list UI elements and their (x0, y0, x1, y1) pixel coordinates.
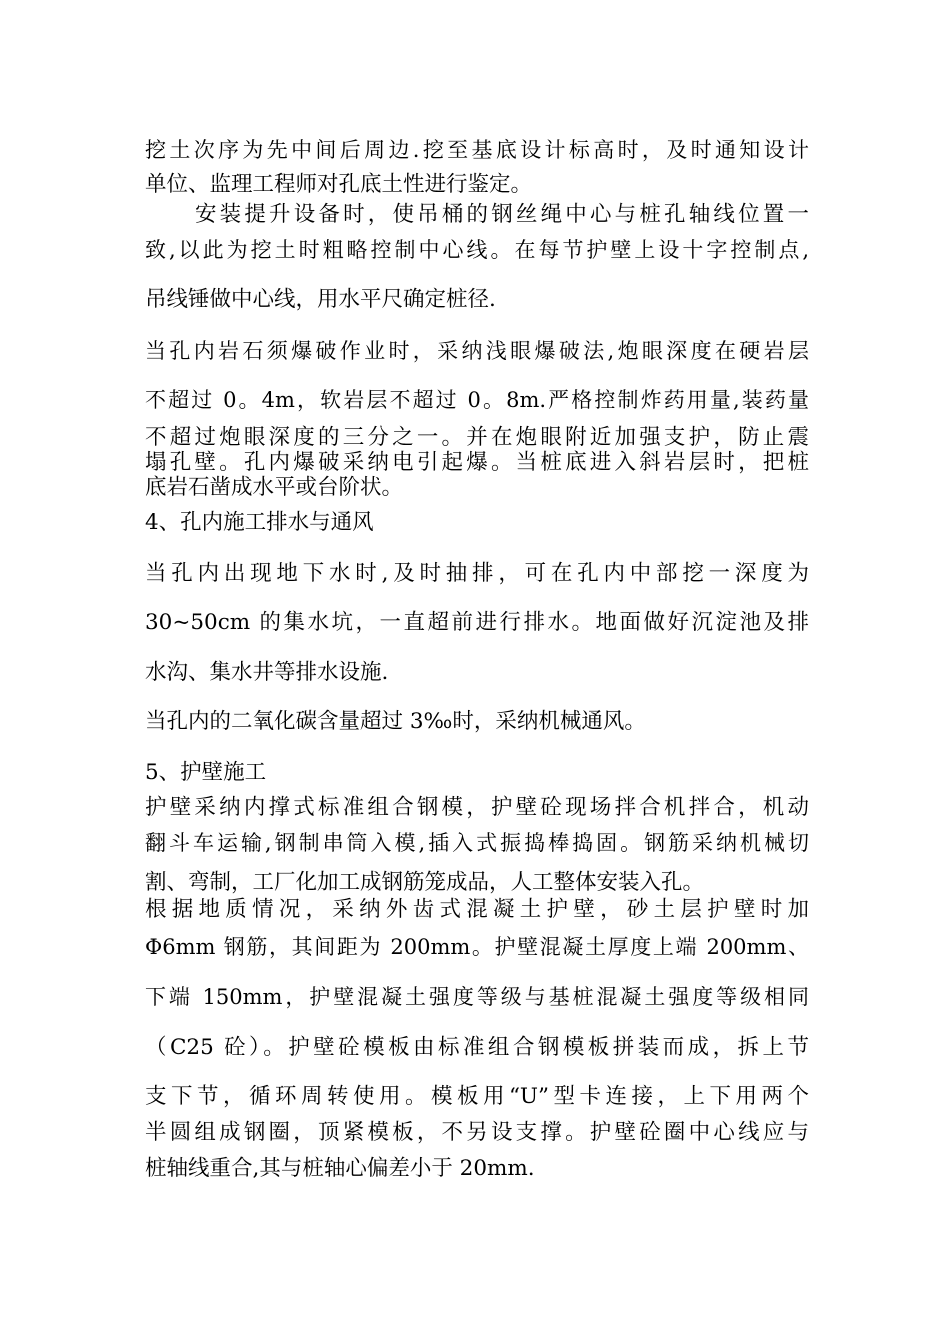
text-line: 水沟、集水井等排水设施. (145, 660, 389, 685)
text-line: 割、弯制，工厂化加工成钢筋笼成品，人工整体安装入孔。 (145, 870, 705, 895)
text-line: 当孔内岩石须爆破作业时，采纳浅眼爆破法,炮眼深度在硬岩层 (145, 339, 809, 363)
text-line: （C25 砼）。护壁砼模板由标准组合钢模板拼装而成，拆上节 (145, 1035, 809, 1060)
section-heading: 4、孔内施工排水与通风 (145, 510, 374, 535)
text-line: 半圆组成钢圈，顶紧模板，不另设支撑。护壁砼圈中心线应与 (145, 1120, 809, 1145)
text-line: 护壁采纳内撑式标准组合钢模，护壁砼现场拌合机拌合，机动 (145, 795, 809, 820)
text-line: 下端 150mm，护壁混凝土强度等级与基桩混凝土强度等级相同 (145, 985, 809, 1009)
text-line: 不超过炮眼深度的三分之一。并在炮眼附近加强支护，防止震 (145, 425, 809, 450)
section-heading: 5、护壁施工 (145, 760, 267, 785)
text-line: 支下节，循环周转使用。模板用“U”型卡连接，上下用两个 (145, 1084, 809, 1109)
text-line: 翻斗车运输,钢制串筒入模,插入式振捣棒捣固。钢筋采纳机械切 (145, 831, 809, 855)
text-line: 吊线锤做中心线，用水平尺确定桩径. (145, 287, 496, 312)
text-line: 致,以此为挖土时粗略控制中心线。在每节护壁上设十字控制点, (145, 238, 809, 262)
text-line: 桩轴线重合,其与桩轴心偏差小于 20mm. (145, 1156, 535, 1181)
text-line: 当孔内出现地下水时,及时抽排，可在孔内中部挖一深度为 (145, 561, 809, 586)
text-line: 塌孔壁。孔内爆破采纳电引起爆。当桩底进入斜岩层时，把桩 (145, 450, 809, 475)
text-line: Φ6mm 钢筋，其间距为 200mm。护壁混凝土厚度上端 200mm、 (145, 935, 809, 959)
text-line: 30~50cm 的集水坑，一直超前进行排水。地面做好沉淀池及排 (145, 610, 809, 635)
text-line: 安装提升设备时，使吊桶的钢丝绳中心与桩孔轴线位置一 (195, 202, 809, 227)
text-line: 不超过 0。4m，软岩层不超过 0。8m.严格控制炸药用量,装药量 (145, 388, 809, 412)
text-line: 底岩石凿成水平或台阶状。 (145, 475, 404, 500)
text-line: 根据地质情况，采纳外齿式混凝土护壁，砂土层护壁时加 (145, 897, 809, 922)
text-line: 挖土次序为先中间后周边.挖至基底设计标高时，及时通知设计 (145, 138, 809, 162)
text-line: 单位、监理工程师对孔底土性进行鉴定。 (145, 172, 533, 197)
text-line: 当孔内的二氧化碳含量超过 3‰时，采纳机械通风。 (145, 709, 646, 734)
